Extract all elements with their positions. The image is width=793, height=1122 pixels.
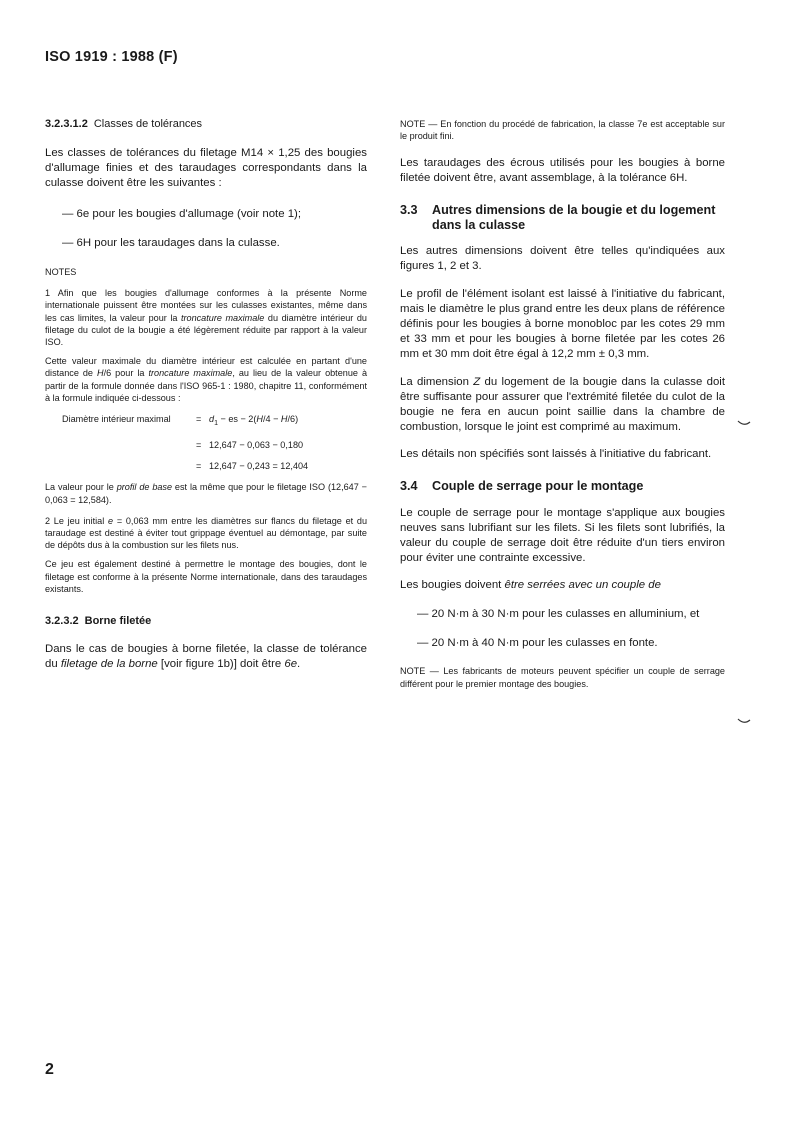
list-item-6e: — 6e pour les bougies d'allumage (voir note 1); bbox=[62, 208, 301, 220]
note-2-continuation-paragraph: Ce jeu est également destiné à permettre le montage des bougies, dont le filetage est conforme à la présente Norme internationale, dans des taraudages existants. bbox=[45, 559, 367, 594]
note-engine-manufacturers: NOTE — Les fabricants de moteurs peuvent spécifier un couple de serrage différent pour le premier montage des bougies. bbox=[400, 666, 725, 689]
note-1-paragraph: 1 Afin que les bougies d'allumage conformes à la présente Norme internationale puissent être montées sur les culasses existantes, même dans les cas limites, la valeur pour la troncature maximale du diamètre intérieur du filetage du culot de la bougie a été légèrement réduite par rapport à la valeur ISO. bbox=[45, 288, 367, 348]
other-dimensions-paragraph: Les autres dimensions doivent être telles qu'indiquées aux figures 1, 2 et 3. bbox=[400, 245, 725, 273]
section-heading-3-3 bbox=[400, 203, 725, 233]
tightening-torque-paragraph: Le couple de serrage pour le montage s'applique aux bougies neuves sans lubrifiant sur les filets. Si les filets sont lubrifiés, la valeur du couple de serrage doit être réduite d'un tiers environ pour éviter une contrainte excessive. bbox=[400, 507, 725, 565]
list-item-6h: — 6H pour les taraudages dans la culasse. bbox=[62, 237, 280, 249]
notes-label: NOTES bbox=[45, 267, 77, 277]
section-number: 3.3 bbox=[400, 203, 418, 218]
note-1-basic-profile-paragraph: La valeur pour le profil de base est la même que pour le filetage ISO (12,647 − 0,063 = 12,584). bbox=[45, 482, 367, 505]
section-title: Autres dimensions de la bougie et du logement dans la culasse bbox=[432, 203, 716, 233]
tolerance-intro-paragraph: Les classes de tolérances du filetage M14 × 1,25 des bougies d'allumage finies et des taraudages correspondants dans la culasse doivent être les suivantes : bbox=[45, 147, 367, 189]
unspecified-details-paragraph: Les détails non spécifiés sont laissés à l'initiative du fabricant. bbox=[400, 448, 712, 461]
section-title: Borne filetée bbox=[84, 615, 152, 628]
section-heading-3-4 bbox=[400, 479, 725, 494]
section-title: Couple de serrage pour le montage bbox=[432, 479, 644, 494]
left-column bbox=[45, 118, 367, 672]
formula-line-1: Diamètre intérieur maximal = $d_1$ − es − 2(H/4 − H/6) bbox=[62, 414, 299, 427]
margin-curl-mark bbox=[737, 718, 751, 724]
section-number: 3.2.3.2 bbox=[45, 615, 79, 628]
dimension-z-paragraph: La dimension Z du logement de la bougie dans la culasse doit être suffisante pour assurer que l'extrémité filetée du culot de la bougie ne fera en aucun point saillie dans la chambre de combustion, lorsque le joint est comprimé au maximum. bbox=[400, 376, 725, 434]
note-class-7e: NOTE — En fonction du procédé de fabrication, la classe 7e est acceptable sur le produit fini. bbox=[400, 119, 725, 142]
margin-curl-mark bbox=[737, 420, 751, 426]
section-number: 3.2.3.1.2 bbox=[45, 118, 88, 130]
section-number: 3.4 bbox=[400, 479, 418, 494]
section-heading-3-2-3-1-2 bbox=[45, 118, 367, 130]
page-number: 2 bbox=[45, 1061, 54, 1078]
list-item-cast-iron: — 20 N·m à 40 N·m pour les culasses en fonte. bbox=[417, 637, 658, 650]
insulator-profile-paragraph: Le profil de l'élément isolant est laissé à l'initiative du fabricant, mais le diamètre le plus grand entre les deux plans de référence définis pour les bougies à borne monobloc par les cotes 29 mm et 33 mm et pour les bougies à borne filetée par les cotes 26 mm et 30 mm doit être égal à 12,2 mm ± 0,3 mm. bbox=[400, 288, 725, 361]
list-item-aluminium: — 20 N·m à 30 N·m pour les culasses en alluminium, et bbox=[417, 608, 700, 621]
formula-line-2: = 12,647 − 0,063 − 0,180 bbox=[196, 440, 304, 451]
right-column bbox=[400, 118, 725, 690]
note-1-calculation-paragraph: Cette valeur maximale du diamètre intérieur est calculée en partant d'une distance de H/6 pour la troncature maximale, au lieu de la valeur obtenue à partir de la formule donnée dans l'ISO 965-1 : 1980, chapitre 11, conformément à la formule indiquée ci-dessous : bbox=[45, 356, 368, 403]
nut-threads-paragraph: Les taraudages des écrous utilisés pour les bougies à borne filetée doivent être, avant assemblage, à la tolérance 6H. bbox=[400, 157, 725, 185]
formula-line-3: = 12,647 − 0,243 = 12,404 bbox=[196, 461, 309, 472]
threaded-terminal-paragraph: Dans le cas de bougies à borne filetée, la classe de tolérance du filetage de la borne [voir figure 1b)] doit être 6e. bbox=[45, 643, 367, 671]
tightening-intro-paragraph: Les bougies doivent être serrées avec un couple de bbox=[400, 579, 661, 592]
note-2-paragraph: 2 Le jeu initial e = 0,063 mm entre les diamètres sur flancs du filetage et du taraudage est destiné à éviter tout grippage éventuel au démontage, par suite de dépôts dus à la combustion sur les filets nus. bbox=[45, 515, 368, 551]
max-diameter-formula bbox=[45, 413, 367, 472]
section-heading-3-2-3-2 bbox=[45, 615, 367, 627]
section-title: Classes de tolérances bbox=[93, 118, 203, 130]
document-header: ISO 1919 : 1988 (F) bbox=[45, 49, 178, 65]
